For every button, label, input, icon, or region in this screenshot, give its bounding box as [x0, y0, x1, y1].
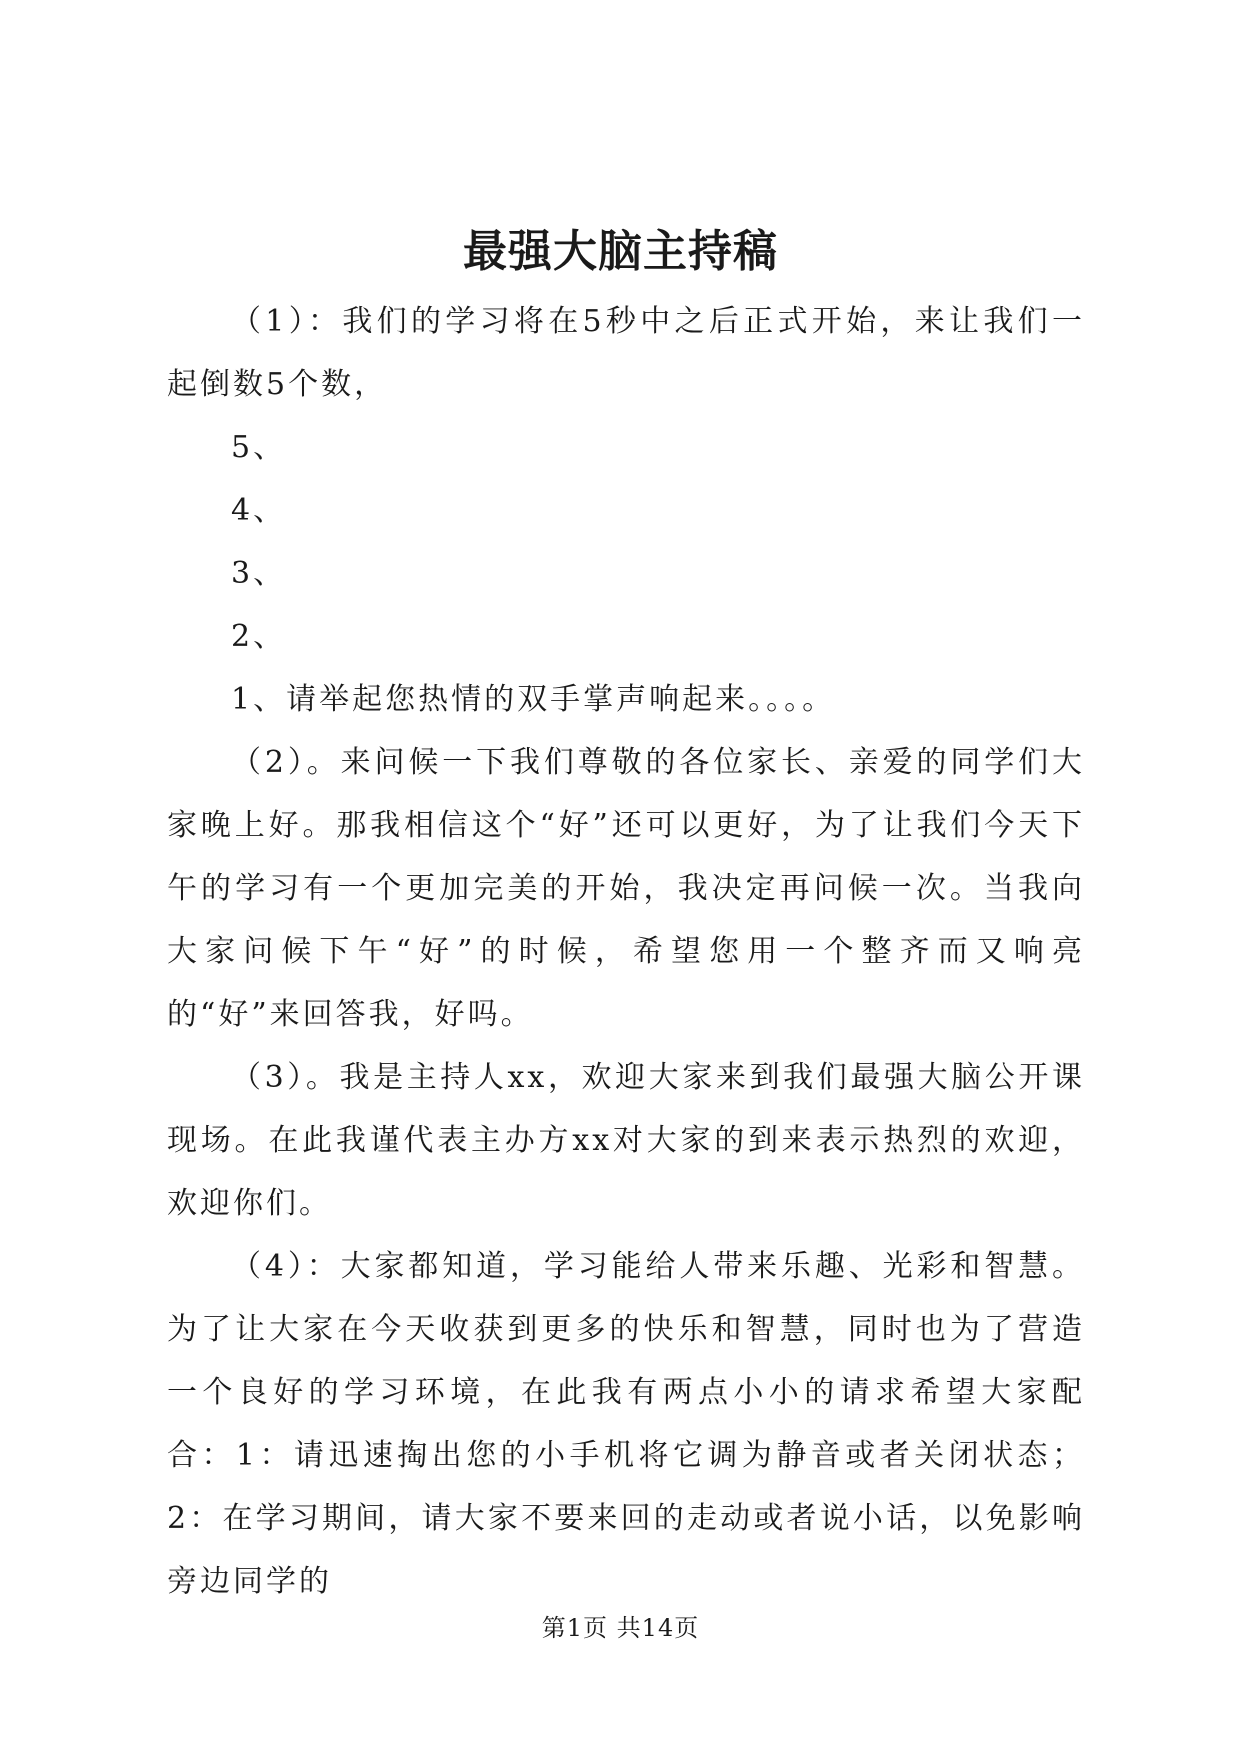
paragraph: （1）：我们的学习将在5秒中之后正式开始，来让我们一起倒数5个数，	[167, 304, 1085, 402]
paragraph: 2、	[231, 619, 287, 654]
paragraph: 5、	[231, 430, 287, 465]
document-body	[167, 290, 1085, 1613]
paragraph: （2）。来问候一下我们尊敬的各位家长、亲爱的同学们大家晚上好。那我相信这个“好”还可以更好，为了让我们今天下午的学习有一个更加完美的开始，我决定再问候一次。当我向大家问候下午“好”的时候，希望您用一个整齐而又响亮的“好”来回答我，好吗。	[167, 745, 1085, 1032]
paragraph: （4）：大家都知道，学习能给人带来乐趣、光彩和智慧。为了让大家在今天收获到更多的快乐和智慧，同时也为了营造一个良好的学习环境，在此我有两点小小的请求希望大家配合：1：请迅速掏出您的小手机将它调为静音或者关闭状态；2：在学习期间，请大家不要来回的走动或者说小话，以免影响旁边同学的	[167, 1249, 1085, 1599]
paragraph: 4、	[231, 493, 287, 528]
paragraph: （3）。我是主持人xx，欢迎大家来到我们最强大脑公开课现场。在此我谨代表主办方xx对大家的到来表示热烈的欢迎，欢迎你们。	[167, 1060, 1085, 1221]
paragraph: 1、请举起您热情的双手掌声响起来。。。。	[231, 682, 836, 717]
document-title: 最强大脑主持稿	[463, 226, 778, 277]
page-footer: 第1页 共14页	[541, 1614, 700, 1642]
paragraph: 3、	[231, 556, 287, 591]
